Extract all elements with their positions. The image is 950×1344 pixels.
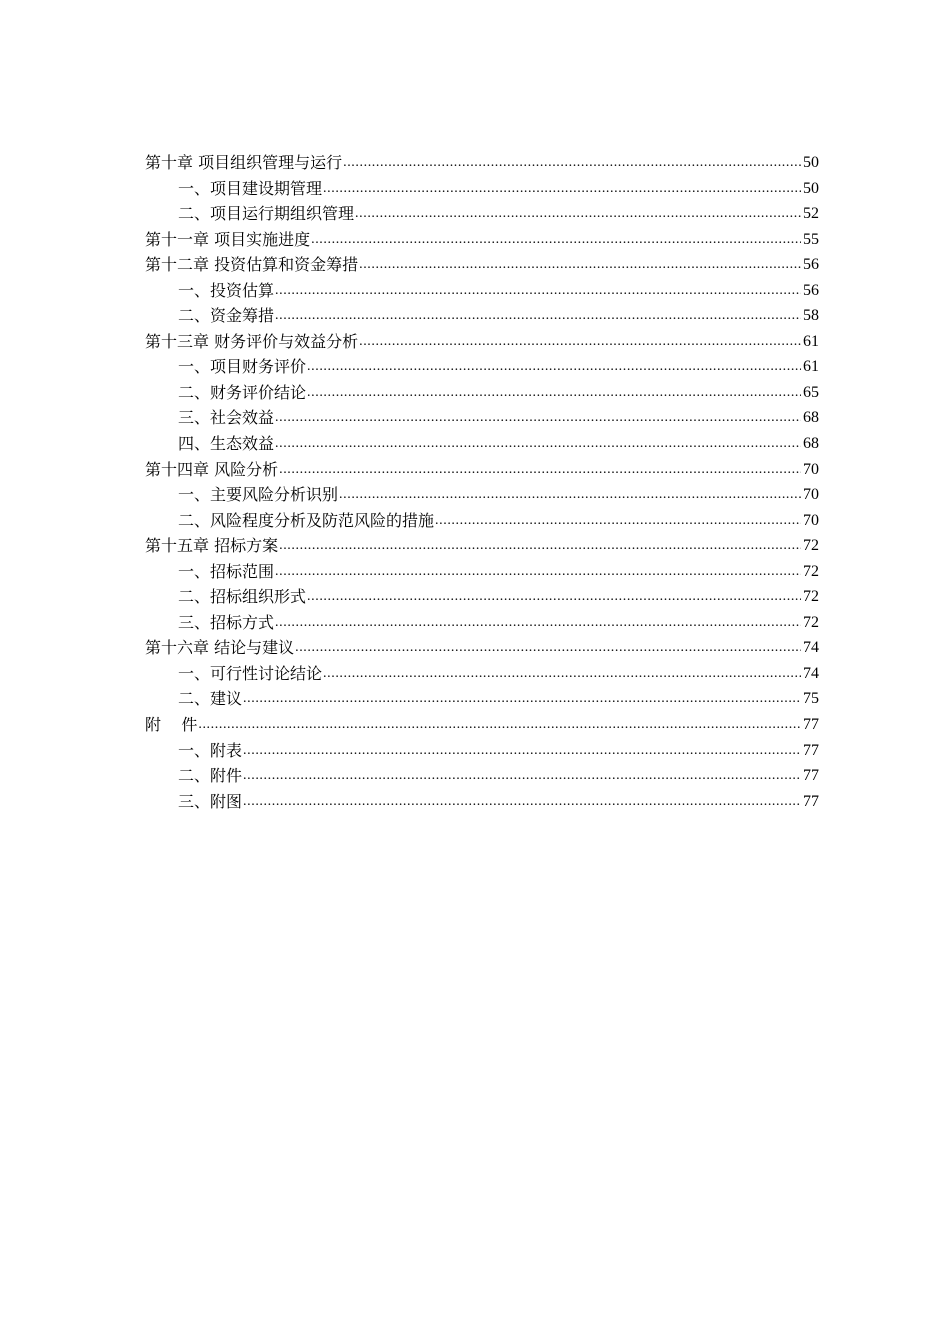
toc-dot-leader (242, 763, 801, 789)
toc-page-number: 61 (803, 358, 819, 376)
toc-entry[interactable] (145, 584, 819, 610)
toc-entry-title: 二、项目运行期组织管理 (178, 204, 355, 224)
toc-entry-title: 二、建议 (178, 689, 243, 709)
toc-entry[interactable] (145, 201, 819, 227)
toc-dot-leader (342, 150, 801, 176)
toc-page-number: 77 (803, 792, 819, 810)
toc-page-number: 77 (803, 741, 819, 759)
toc-entry[interactable] (145, 150, 819, 176)
toc-entry[interactable] (145, 610, 819, 636)
toc-entry-title: 第十四章 风险分析 (145, 459, 279, 479)
toc-entry-title: 三、招标方式 (178, 612, 275, 632)
toc-entry[interactable] (145, 278, 819, 304)
toc-entry[interactable] (145, 227, 819, 253)
toc-dot-leader (242, 738, 801, 764)
toc-entry-title: 第十六章 结论与建议 (145, 638, 295, 658)
toc-dot-leader (274, 405, 801, 431)
toc-entry-title: 二、资金筹措 (178, 306, 275, 326)
toc-dot-leader (358, 329, 801, 355)
toc-dot-leader (306, 354, 801, 380)
toc-entry-title: 一、招标范围 (178, 561, 275, 581)
toc-page-number: 77 (803, 767, 819, 785)
toc-entry-title: 一、可行性讨论结论 (178, 663, 323, 683)
toc-page-number: 68 (803, 435, 819, 453)
toc-entry[interactable] (145, 354, 819, 380)
toc-page-number: 72 (803, 562, 819, 580)
toc-entry-title: 第十五章 招标方案 (145, 536, 279, 556)
toc-page-number: 74 (803, 664, 819, 682)
toc-page-number: 68 (803, 409, 819, 427)
toc-dot-leader (358, 252, 801, 278)
toc-entry-title: 一、项目建设期管理 (178, 178, 323, 198)
toc-dot-leader (278, 457, 801, 483)
toc-page-number: 70 (803, 511, 819, 529)
toc-dot-leader (306, 380, 801, 406)
toc-entry-title: 一、主要风险分析识别 (178, 485, 339, 505)
toc-page-number: 50 (803, 179, 819, 197)
toc-page-number: 56 (803, 256, 819, 274)
toc-page-number: 72 (803, 537, 819, 555)
toc-entry[interactable] (145, 712, 819, 738)
toc-entry-title: 三、附图 (178, 791, 243, 811)
toc-entry-title: 二、附件 (178, 766, 243, 786)
toc-entry-title: 附 件 (145, 715, 198, 735)
toc-dot-leader (242, 789, 801, 815)
toc-entry[interactable] (145, 252, 819, 278)
toc-entry[interactable] (145, 559, 819, 585)
toc-entry[interactable] (145, 789, 819, 815)
toc-entry[interactable] (145, 763, 819, 789)
toc-entry[interactable] (145, 176, 819, 202)
toc-entry[interactable] (145, 329, 819, 355)
toc-dot-leader (338, 482, 801, 508)
table-of-contents (145, 150, 819, 814)
toc-entry-title: 二、招标组织形式 (178, 587, 307, 607)
toc-dot-leader (197, 712, 801, 738)
toc-entry[interactable] (145, 482, 819, 508)
toc-dot-leader (322, 176, 801, 202)
toc-dot-leader (274, 303, 801, 329)
toc-entry[interactable] (145, 508, 819, 534)
toc-page-number: 61 (803, 332, 819, 350)
toc-entry-title: 第十一章 项目实施进度 (145, 229, 311, 249)
toc-dot-leader (294, 635, 801, 661)
toc-page-number: 75 (803, 690, 819, 708)
toc-entry[interactable] (145, 380, 819, 406)
toc-entry-title: 二、财务评价结论 (178, 382, 307, 402)
toc-page-number: 77 (803, 716, 819, 734)
toc-page-number: 65 (803, 383, 819, 401)
toc-entry[interactable] (145, 661, 819, 687)
toc-page-number: 50 (803, 154, 819, 171)
toc-entry-title: 三、社会效益 (178, 408, 275, 428)
toc-page-number: 70 (803, 486, 819, 504)
toc-dot-leader (278, 533, 801, 559)
toc-entry-title: 第十三章 财务评价与效益分析 (145, 331, 359, 351)
toc-page-number: 52 (803, 205, 819, 223)
toc-entry-title: 四、生态效益 (178, 434, 275, 454)
toc-dot-leader (274, 559, 801, 585)
toc-entry-title: 一、项目财务评价 (178, 357, 307, 377)
toc-entry[interactable] (145, 686, 819, 712)
toc-entry-title: 二、风险程度分析及防范风险的措施 (178, 510, 435, 530)
toc-entry[interactable] (145, 457, 819, 483)
toc-dot-leader (274, 278, 801, 304)
toc-entry-title: 一、投资估算 (178, 280, 275, 300)
toc-dot-leader (322, 661, 801, 687)
toc-entry-title: 一、附表 (178, 740, 243, 760)
toc-page-number: 72 (803, 613, 819, 631)
toc-entry[interactable] (145, 431, 819, 457)
toc-dot-leader (310, 227, 801, 253)
toc-entry-title: 第十章 项目组织管理与运行 (145, 153, 343, 172)
toc-dot-leader (274, 610, 801, 636)
toc-dot-leader (274, 431, 801, 457)
toc-dot-leader (354, 201, 801, 227)
toc-dot-leader (242, 686, 801, 712)
toc-page-number: 58 (803, 307, 819, 325)
toc-entry[interactable] (145, 635, 819, 661)
toc-dot-leader (306, 584, 801, 610)
toc-page-number: 74 (803, 639, 819, 657)
toc-page-number: 55 (803, 230, 819, 248)
toc-dot-leader (434, 508, 801, 534)
toc-entry[interactable] (145, 533, 819, 559)
toc-page-number: 70 (803, 460, 819, 478)
toc-entry[interactable] (145, 738, 819, 764)
toc-entry[interactable] (145, 303, 819, 329)
toc-page-number: 56 (803, 281, 819, 299)
toc-page-number: 72 (803, 588, 819, 606)
toc-entry-title: 第十二章 投资估算和资金筹措 (145, 255, 359, 275)
toc-entry[interactable] (145, 405, 819, 431)
